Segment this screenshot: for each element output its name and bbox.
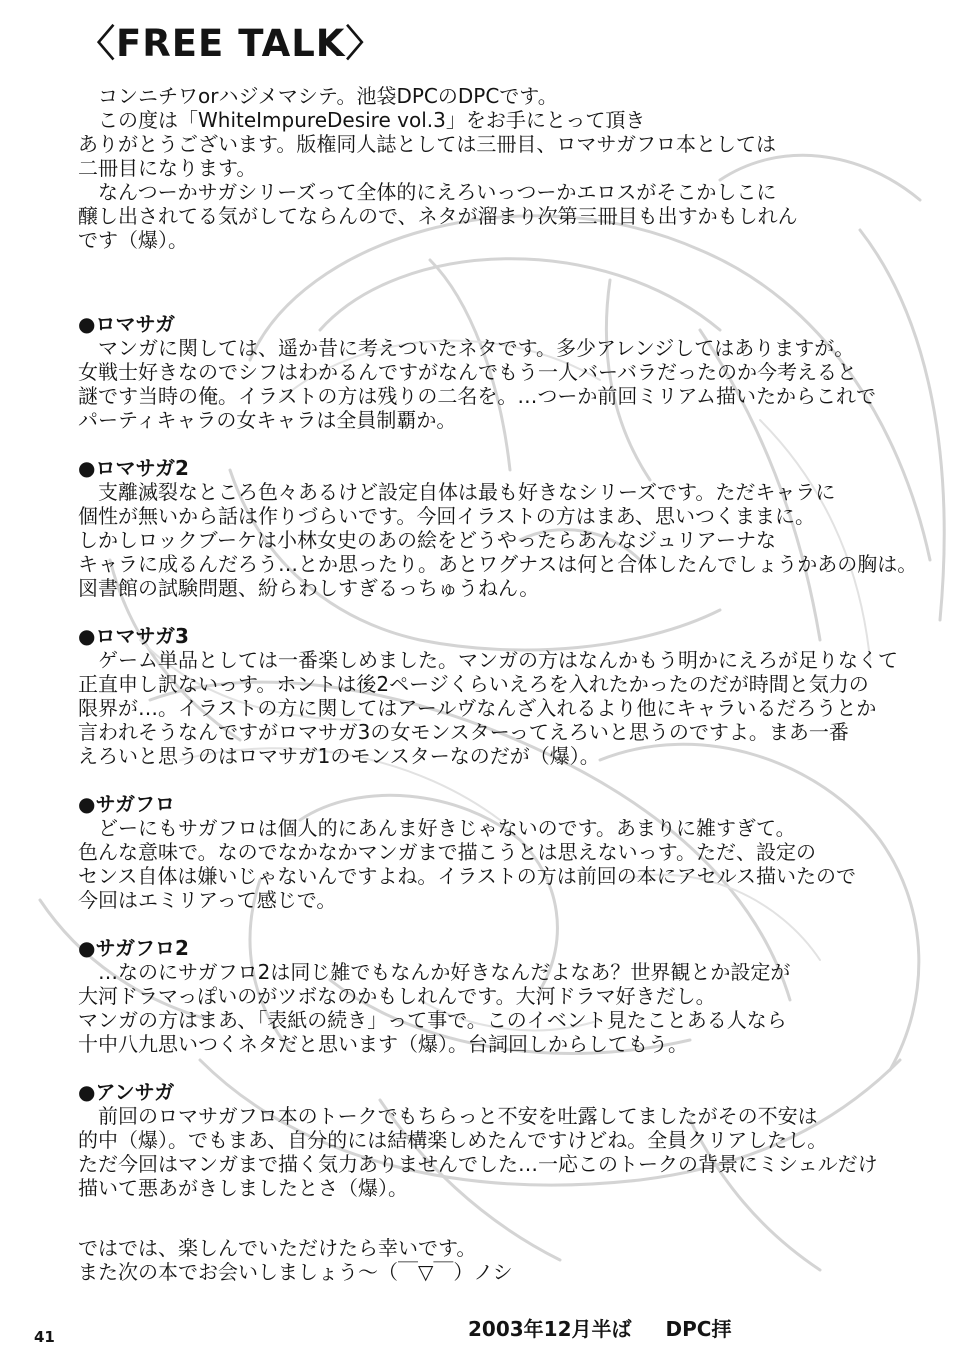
text-line: コンニチワorハジメマシテ。池袋DPCのDPCです。 [78,84,558,108]
text-line: しかしロックブーケは小林女史のあの絵をどうやったらあんなジュリアーナな [78,528,776,552]
text-line: 図書館の試験問題、紛らわしすぎるっちゅうねん。 [78,576,540,600]
text-line: キャラに成るんだろう…とか思ったり。あとワグナスは何と合体したんでしょうかあの胸は。 [78,552,918,576]
text-line: 十中八九思いつくネタだと思います（爆）。台詞回しからしてもう。 [78,1032,688,1056]
text-line: です（爆）。 [78,228,188,252]
text-line: また次の本でお会いしましょう～（￣▽￣）ノシ [78,1260,513,1284]
section-heading: ●サガフロ2 [78,936,189,960]
text-line: センス自体は嫌いじゃないんですよね。イラストの方は前回の本にアセルス描いたので [78,864,856,888]
section-heading: ●サガフロ [78,792,176,816]
text-line: 正直申し訳ないっす。ホントは後2ページくらいえろを入れたかったのだが時間と気力の [78,672,869,696]
text-line: パーティキャラの女キャラは全員制覇か。 [78,408,457,432]
text-line: 二冊目になります。 [78,156,257,180]
free-talk-body [78,84,938,1284]
text-line: この度は「WhiteImpureDesire vol.3」をお手にとって頂き [78,108,646,132]
section-heading: ●ロマサガ2 [78,456,189,480]
text-line: 言われそうなんですがロマサガ3の女モンスターってえろいと思うのですよ。まあ一番 [78,720,849,744]
text-line: 限界が…。イラストの方に関してはアールヴなんざ入れるより他にキャラいるだろうとか [78,696,877,720]
text-line: 前回のロマサガフロ本のトークでもちらっと不安を吐露してましたがその不安は [78,1104,818,1128]
closing-paragraph [78,1236,938,1284]
signature [468,1316,731,1342]
text-line: ではでは、楽しんでいただけたら幸いです。 [78,1236,477,1260]
text-line: 的中（爆）。でもまあ、自分的には結構楽しめたんですけどね。全員クリアしたし。 [78,1128,828,1152]
text-line: 個性が無いから話は作りづらいです。今回イラストの方はまあ、思いつくままに。 [78,504,815,528]
section-romasaga [78,312,938,432]
section-saga-frontier-2 [78,936,938,1056]
text-line: 描いて悪あがきしましたとさ（爆）。 [78,1176,408,1200]
text-line: マンガの方はまあ、「表紙の続き」って事で。このイベント見たことある人なら [78,1008,787,1032]
section-saga-frontier [78,792,938,912]
section-heading: ●ロマサガ3 [78,624,189,648]
text-line: どーにもサガフロは個人的にあんま好きじゃないのです。あまりに雑すぎて。 [78,816,796,840]
signature-author: DPC拝 [665,1317,732,1341]
text-line: 謎です当時の俺。イラストの方は残りの二名を。…つーか前回ミリアム描いたからこれで [78,384,876,408]
text-line: 女戦士好きなのでシフはわかるんですがなんでもう一人バーバラだったのか今考えると [78,360,857,384]
text-line: なんつーかサガシリーズって全体的にえろいっつーかエロスがそこかしこに [78,180,777,204]
section-unlimited-saga [78,1080,938,1200]
section-heading: ●ロマサガ [78,312,176,336]
section-romasaga-2 [78,456,938,600]
text-line: 色んな意味で。なのでなかなかマンガまで描こうとは思えないっす。ただ、設定の [78,840,816,864]
text-line: 今回はエミリアって感じで。 [78,888,337,912]
section-heading: ●アンサガ [78,1080,175,1104]
text-line: ゲーム単品としては一番楽しめました。マンガの方はなんかもう明かにえろが足りなくて [78,648,898,672]
text-line: 支離滅裂なところ色々あるけど設定自体は最も好きなシリーズです。ただキャラに [78,480,836,504]
text-line: ただ今回はマンガまで描く気力ありませんでした…一応このトークの背景にミシェルだけ [78,1152,878,1176]
intro-paragraph [78,84,938,252]
text-line: マンガに関しては、遥か昔に考えついたネタです。多少アレンジしてはありますが。 [78,336,855,360]
text-line: 醸し出されてる気がしてならんので、ネタが溜まり次第三冊目も出すかもしれん [78,204,798,228]
section-romasaga-3 [78,624,938,768]
text-line: ありがとうございます。版権同人誌としては三冊目、ロマサガフロ本としては [78,132,776,156]
text-line: 大河ドラマっぽいのがツボなのかもしれんです。大河ドラマ好きだし。 [78,984,716,1008]
page-title: 〈FREE TALK〉 [78,22,384,65]
text-line: …なのにサガフロ2は同じ雑でもなんか好きなんだよなあ？世界観とか設定が [78,960,791,984]
page-number: 41 [34,1328,55,1346]
text-line: えろいと思うのはロマサガ1のモンスターなのだが（爆）。 [78,744,600,768]
signature-date: 2003年12月半ば [468,1317,632,1341]
